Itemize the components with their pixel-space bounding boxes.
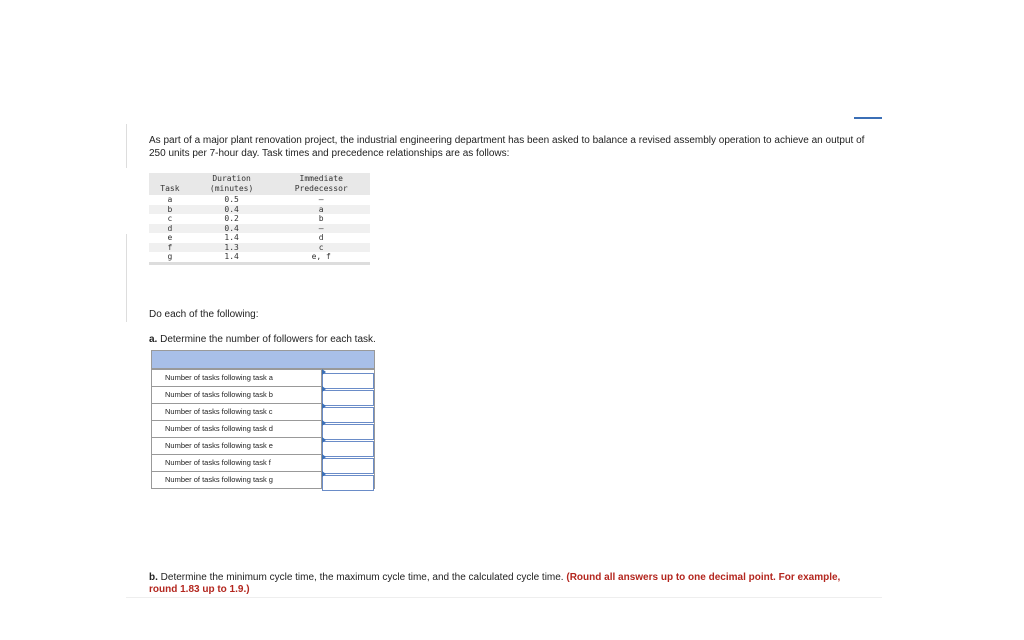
header-predecessor: Immediate Predecessor (272, 173, 370, 195)
table-row: e 1.4 d (167, 233, 324, 242)
left-margin-bar (126, 234, 127, 322)
table-row: c 0.2 b (167, 214, 324, 223)
part-a-prompt: a. Determine the number of followers for each task. (149, 334, 376, 345)
input-marker-icon (322, 386, 326, 392)
answer-row (152, 437, 374, 454)
followers-answer-table (151, 350, 375, 489)
answer-row (152, 471, 374, 488)
answer-label: Number of tasks following task b (152, 387, 322, 403)
table-row: d 0.4 – (149, 224, 370, 234)
answer-table-header (152, 351, 374, 369)
table-row: a 0.5 – (167, 195, 324, 204)
intro-text: As part of a major plant renovation project, the industrial engineering department has been asked to balance a revised assembly operation to achieve an output of 250 units per 7-hour day. Task times and precedence relationships are as follows: (149, 135, 865, 159)
table-row: g 1.4 e, f (149, 252, 370, 263)
left-margin-bar (126, 124, 127, 168)
task-table (149, 173, 370, 265)
tab-indicator (854, 117, 882, 119)
input-marker-icon (322, 454, 326, 460)
answer-row (152, 369, 374, 386)
input-marker-icon (322, 420, 326, 426)
answer-row (152, 454, 374, 471)
table-row: b 0.4 a (149, 205, 370, 215)
header-task: Task (149, 173, 191, 195)
header-duration: Duration (minutes) (191, 173, 273, 195)
answer-label: Number of tasks following task e (152, 438, 322, 454)
answer-row (152, 403, 374, 420)
problem-statement (149, 134, 869, 160)
input-marker-icon (322, 369, 326, 375)
answer-row (152, 420, 374, 437)
answer-label: Number of tasks following task c (152, 404, 322, 420)
input-marker-icon (322, 437, 326, 443)
question-intro: Do each of the following: (149, 309, 259, 320)
rounding-note: (Round all answers up to one decimal point. For example, round 1.83 up to 1.9.) (149, 572, 841, 595)
answer-label: Number of tasks following task d (152, 421, 322, 437)
bottom-divider (126, 597, 882, 598)
part-b-prompt: b. Determine the minimum cycle time, the maximum cycle time, and the calculated cycle time. (Round all answers up to one decimal point. For example, round 1.83 up to 1.9.) (149, 572, 841, 595)
input-marker-icon (322, 471, 326, 477)
table-row: f 1.3 c (149, 243, 370, 253)
input-marker-icon (322, 403, 326, 409)
followers-input-g[interactable] (322, 475, 374, 491)
answer-row (152, 386, 374, 403)
answer-label: Number of tasks following task g (152, 472, 322, 488)
answer-label: Number of tasks following task a (152, 370, 322, 386)
answer-label: Number of tasks following task f (152, 455, 322, 471)
